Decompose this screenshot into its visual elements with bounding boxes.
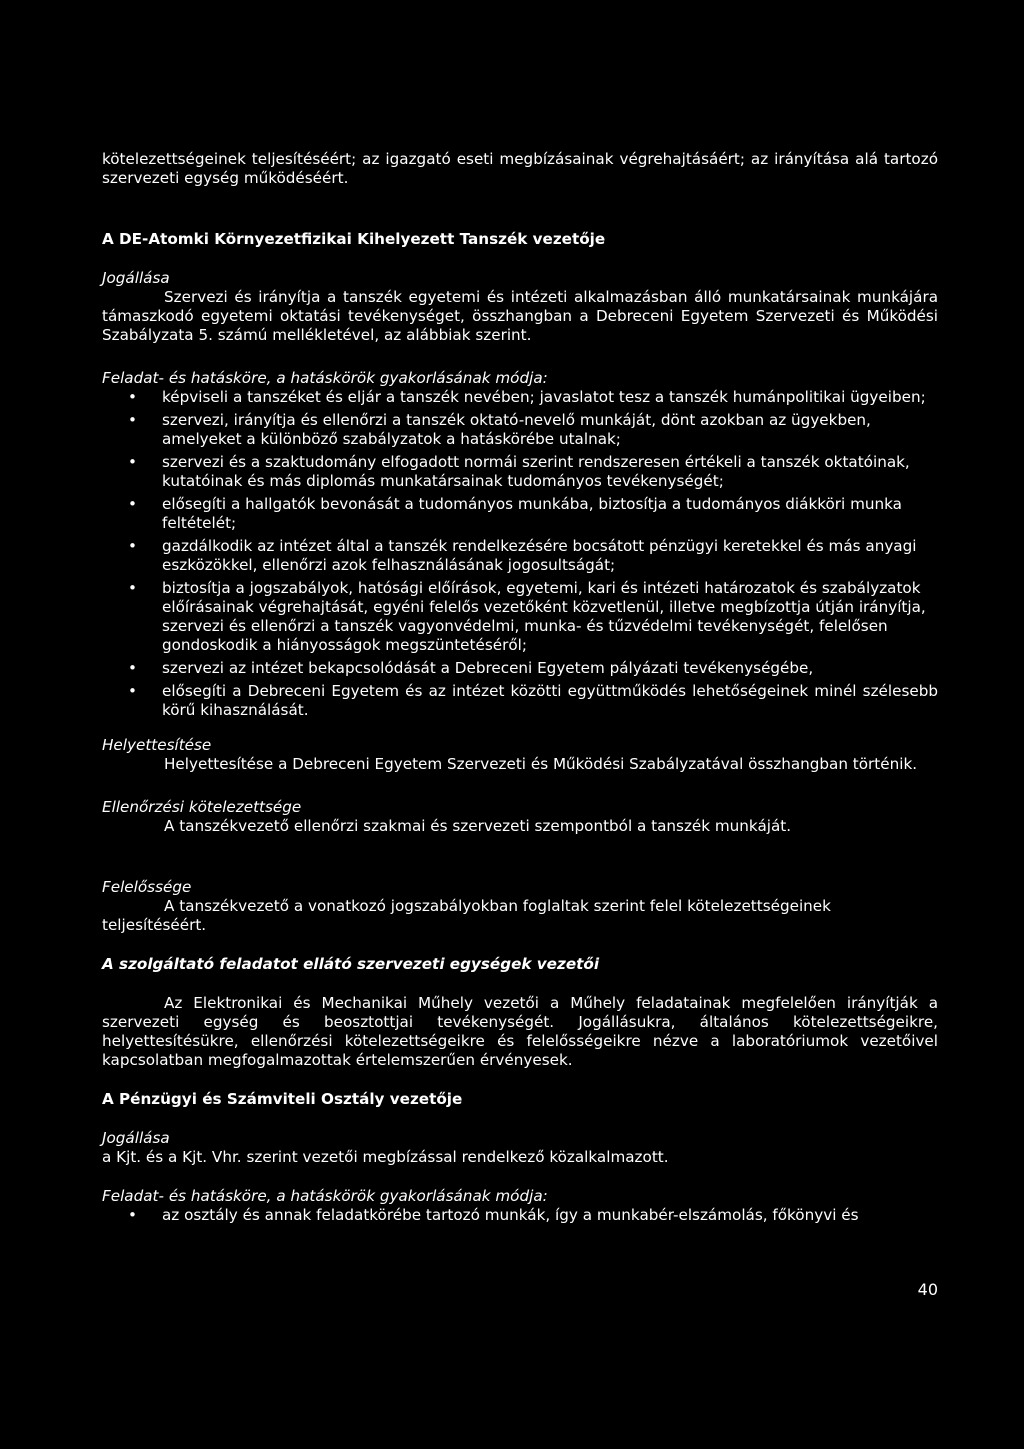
helyettesitese-text: Helyettesítése a Debreceni Egyetem Szervezeti és Működési Szabályzatával összhangban történik.	[164, 755, 918, 773]
jogallasa-text: Szervezi és irányítja a tanszék egyetemi és intézeti alkalmazásban álló munkatársainak munkájára támaszkodó egyetemi oktatási tevékenységet, összhangban a Debreceni Egyetem Szervezeti és Működési Szabályzata 5. számú mellékletével, az alábbiak szerint.	[102, 288, 938, 344]
bullet-icon: •	[128, 682, 137, 700]
helyettesitese-label: Helyettesítése	[102, 736, 212, 754]
felelossege-label: Felelőssége	[102, 878, 192, 896]
bullet-icon: •	[128, 411, 137, 429]
feladat-bullet-list	[102, 388, 938, 720]
bullet-icon: •	[128, 579, 137, 597]
list-item: • elősegíti a Debreceni Egyetem és az intézet közötti együttműködés lehetőségeinek minél szélesebb körű kihasználását.	[128, 682, 938, 719]
list-item: • az osztály és annak feladatkörébe tartozó munkák, így a munkabér-elszámolás, főkönyvi és	[128, 1206, 859, 1224]
section-heading-szolgaltato: A szolgáltató feladatot ellátó szervezeti egységek vezetői	[102, 955, 600, 973]
bullet-icon: •	[128, 495, 137, 513]
feladat-label: Feladat- és hatásköre, a hatáskörök gyakorlásának módja:	[102, 369, 548, 387]
bullet-icon: •	[128, 659, 137, 677]
list-item: • szervezi az intézet bekapcsolódását a Debreceni Egyetem pályázati tevékenységébe,	[128, 659, 814, 677]
document-page	[102, 150, 938, 1229]
bullet-icon: •	[128, 537, 137, 555]
section-heading-tanszek-vezeto: A DE-Atomki Környezetfizikai Kihelyezett Tanszék vezetője	[102, 230, 606, 248]
list-item: • gazdálkodik az intézet által a tanszék rendelkezésére bocsátott pénzügyi keretekkel és más anyagi eszközökkel, ellenőrzi azok felhasználásának jogosultságát;	[128, 537, 917, 574]
penzugyi-jogallasa-label: Jogállása	[102, 1129, 170, 1147]
list-item: • elősegíti a hallgatók bevonását a tudományos munkába, biztosítja a tudományos diákköri munka feltételét;	[128, 495, 902, 532]
felelossege-text: A tanszékvezető a vonatkozó jogszabályokban foglaltak szerint felel kötelezettségeinek teljesítéséért.	[102, 897, 831, 934]
jogallasa-label: Jogállása	[102, 269, 170, 287]
list-item: • szervezi, irányítja és ellenőrzi a tanszék oktató-nevelő munkáját, dönt azokban az ügyekben, amelyeket a különböző szabályzatok a hatáskörébe utalnak;	[128, 411, 871, 448]
bullet-icon: •	[128, 453, 137, 471]
penzugyi-bullet-list	[102, 1206, 938, 1225]
list-item: • biztosítja a jogszabályok, hatósági előírások, egyetemi, kari és intézeti határozatok és szabályzatok előírásainak végrehajtását, egyéni felelős vezetőként közvetlenül, illetve megbízottja útján irányítja, szervezi és ellenőrzi a tanszék vagyonvédelmi, munka- és tűzvédelmi tevékenységét, felelősen gondoskodik a hiányosságok megszüntetéséről;	[128, 579, 926, 654]
section-heading-penzugyi: A Pénzügyi és Számviteli Osztály vezetője	[102, 1090, 463, 1108]
page-number: 40	[917, 1280, 938, 1299]
szolgaltato-text: Az Elektronikai és Mechanikai Műhely vezetői a Műhely feladatainak megfelelően irányítják a szervezeti egység és beosztottjai tevékenységét. Jogállásukra, általános kötelezettségeikre, helyettesítésükre, ellenőrzési kötelezettségeikre és felelősségeikre nézve a laboratóriumok vezetőivel kapcsolatban megfogalmazottak értelemszerűen érvényesek.	[102, 994, 938, 1069]
penzugyi-feladat-label: Feladat- és hatásköre, a hatáskörök gyakorlásának módja:	[102, 1187, 548, 1205]
bullet-icon: •	[128, 388, 137, 406]
ellenorzesi-label: Ellenőrzési kötelezettsége	[102, 798, 302, 816]
ellenorzesi-text: A tanszékvezető ellenőrzi szakmai és szervezeti szempontból a tanszék munkáját.	[164, 817, 792, 835]
penzugyi-jogallasa-text: a Kjt. és a Kjt. Vhr. szerint vezetői megbízással rendelkező közalkalmazott.	[102, 1148, 669, 1166]
bullet-icon: •	[128, 1206, 137, 1224]
list-item: • képviseli a tanszéket és eljár a tanszék nevében; javaslatot tesz a tanszék humánpolitikai ügyeiben;	[128, 388, 926, 406]
intro-paragraph: kötelezettségeinek teljesítéséért; az igazgató eseti megbízásainak végrehajtásáért; az irányítása alá tartozó szervezeti egység működéséért.	[102, 150, 938, 187]
list-item: • szervezi és a szaktudomány elfogadott normái szerint rendszeresen értékeli a tanszék oktatóinak, kutatóinak és más diplomás munkatársainak tudományos tevékenységét;	[128, 453, 910, 490]
